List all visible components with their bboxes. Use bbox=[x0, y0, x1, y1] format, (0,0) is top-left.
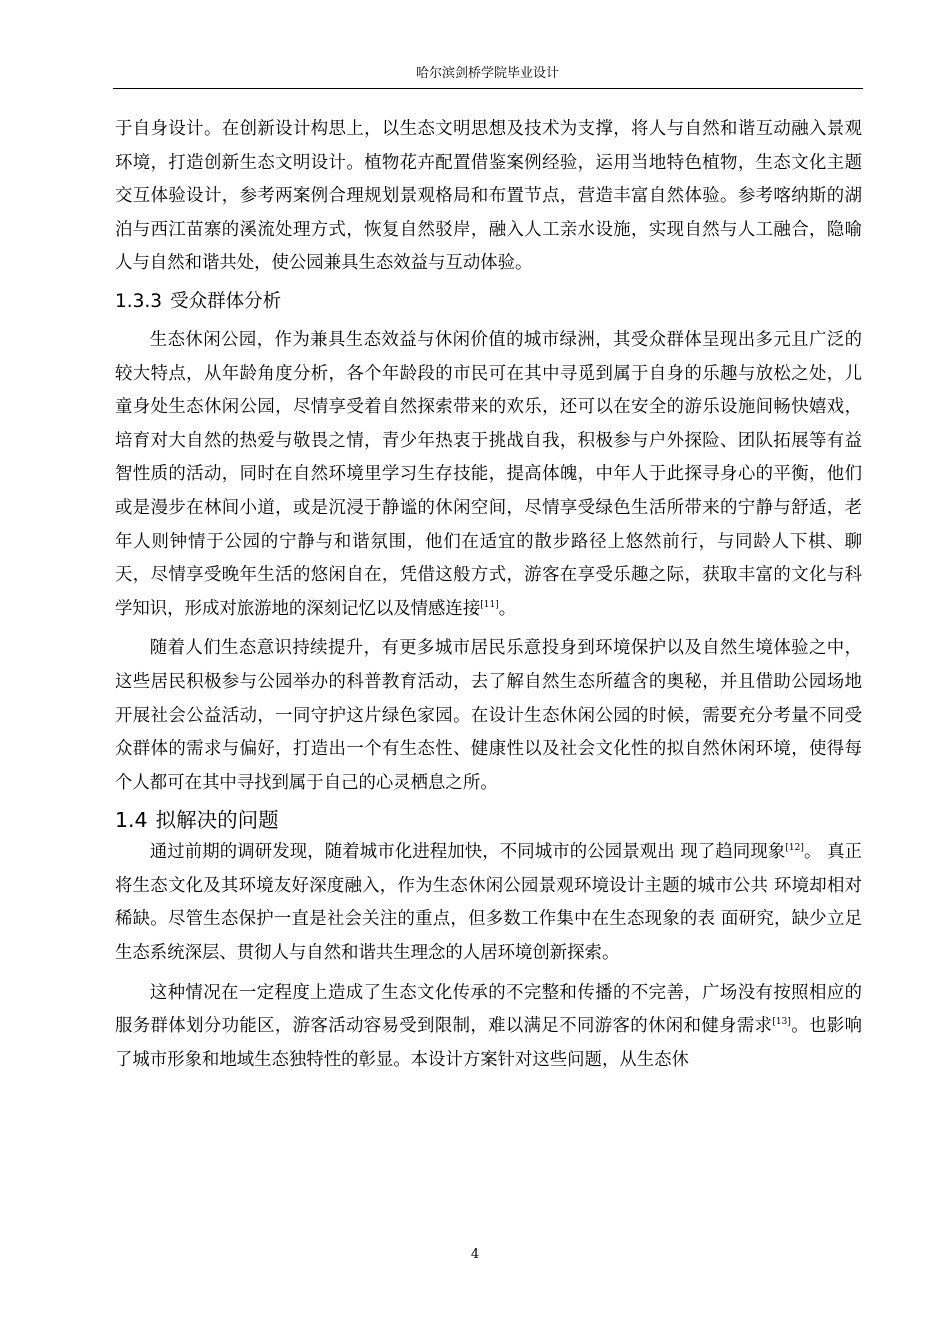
section-title: 拟解决的问题 bbox=[155, 808, 279, 833]
citation-12: [12] bbox=[785, 843, 804, 854]
section-number: 1.4 bbox=[115, 808, 148, 833]
section-heading-1-4 bbox=[115, 804, 862, 836]
paragraph-text: 于自身设计。在创新设计构思上，以生态文明思想及技术为支撑，将人与自然和谐互动融入景观环境，打造创新生态文明设计。植物花卉配置借鉴案例经验，运用当地特色植物，生态文化主题交互体验设计，参考两案例合理规划景观格局和布置节点，营造丰富自然体验。参考喀纳斯的湖泊与西江苗寨的溪流处理方式，恢复自然驳岸，融入人工亲水设施，实现自然与人工融合，隐喻人与自然和谐共处，使公园兼具生态效益与互动体验。 bbox=[115, 119, 862, 274]
paragraph-problem bbox=[115, 977, 862, 1078]
paragraph-text-cont: 。 真正将生态文化及其环境友好深度融入，作为生态休闲公园景观环境设计主题的城市公共 环境却相对稀缺。尽管生态保护一直是社会关注的重点，但多数工作集中在生态现象的表 面研究，缺少立足生态系统深层、贯彻人与自然和谐共生理念的人居环境创新探索。 bbox=[115, 842, 862, 964]
section-heading-1-3-3 bbox=[115, 286, 862, 318]
body-text bbox=[115, 113, 862, 1077]
paragraph-text: 这种情况在一定程度上造成了生态文化传承的不完整和传播的不完善，广场没有按照相应的服务群体划分功能区，游客活动容易受到限制，难以满足不同游客的休闲和健身需求 bbox=[115, 982, 862, 1037]
section-title: 受众群体分析 bbox=[170, 290, 282, 312]
paragraph-text: 生态休闲公园，作为兼具生态效益与休闲价值的城市绿洲，其受众群体呈现出多元且广泛的较大特点，从年龄角度分析，各个年龄段的市民可在其中寻觅到属于自身的乐趣与放松之处，儿童身处生态休闲公园，尽情享受着自然探索带来的欢乐，还可以在安全的游乐设施间畅快嬉戏，培育对大自然的热爱与敬畏之情，青少年热衷于挑战自我，积极参与户外探险、团队拓展等有益智性质的活动，同时在自然环境里学习生存技能，提高体魄，中年人于此探寻身心的平衡，他们或是漫步在林间小道，或是沉浸于静谧的休闲空间，尽情享受绿色生活所带来的宁静与舒适，老年人则钟情于公园的宁静与和谐氛围，他们在适宜的散步路径上悠然前行，与同龄人下棋、聊天，尽情享受晚年生活的悠闲自在，凭借这般方式，游客在享受乐趣之际，获取丰富的文化与科学知识，形成对旅游地的深刻记忆以及情感连接 bbox=[115, 329, 862, 619]
paragraph-research bbox=[115, 836, 862, 970]
paragraph-audience bbox=[115, 324, 862, 626]
header-divider bbox=[113, 88, 863, 89]
paragraph-text-cont: 。也影响了城市形象和地域生态独特性的彰显。本设计方案针对这些问题，从生态休 bbox=[115, 1016, 862, 1070]
citation-13: [13] bbox=[772, 1017, 791, 1028]
paragraph-text: 通过前期的调研发现，随着城市化进程加快，不同城市的公园景观出 现了趋同现象 bbox=[149, 842, 786, 863]
paragraph-text-end: 。 bbox=[498, 598, 517, 619]
section-number: 1.3.3 bbox=[115, 290, 163, 312]
paragraph-text: 随着人们生态意识持续提升，有更多城市居民乐意投身到环境保护以及自然生境体验之中，这些居民积极参与公园举办的科普教育活动，去了解自然生态所蕴含的奥秘，并且借助公园场地开展社会公益活动，一同守护这片绿色家园。在设计生态休闲公园的时候，需要充分考量不同受众群体的需求与偏好，打造出一个有生态性、健康性以及社会文化性的拟自然休闲环境，使得每个人都可在其中寻找到属于自己的心灵栖息之所。 bbox=[115, 638, 862, 793]
paragraph-continued bbox=[115, 113, 862, 281]
running-header: 哈尔滨剑桥学院毕业设计 bbox=[415, 66, 559, 81]
paragraph-ecology-awareness bbox=[115, 632, 862, 800]
citation-11: [11] bbox=[480, 599, 499, 610]
page-number: 4 bbox=[470, 1247, 480, 1262]
